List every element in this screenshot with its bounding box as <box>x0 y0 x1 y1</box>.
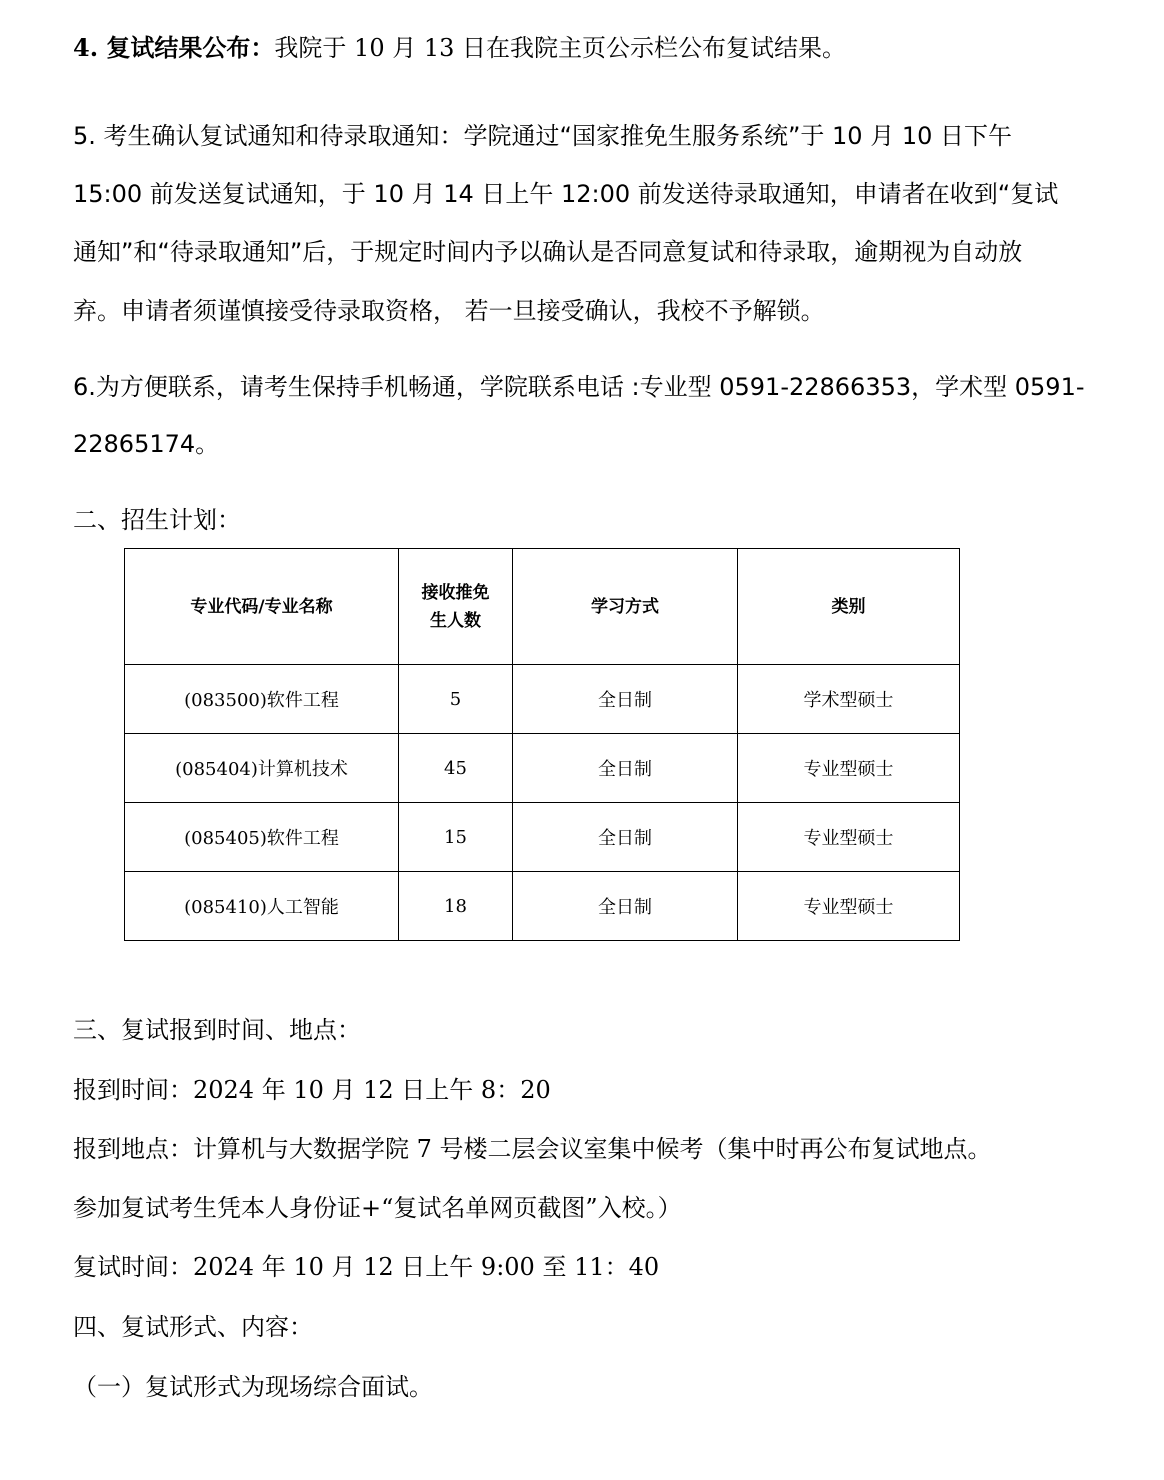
cell-mode: 全日制 <box>513 665 738 734</box>
cell-mode: 全日制 <box>513 734 738 803</box>
cell-major <box>125 734 399 803</box>
major-code: (085410) <box>184 897 267 918</box>
major-name: 软件工程 <box>266 828 339 849</box>
item-5-line-2: 15:00 前发送复试通知，于 10 月 14 日上午 12:00 前发送待录取通知，申请者在收到“复试 <box>73 180 1059 208</box>
cell-count: 5 <box>399 665 513 734</box>
cell-major <box>125 665 399 734</box>
table-row <box>125 665 960 734</box>
major-code: (085405) <box>184 828 267 849</box>
table-header-row <box>125 549 960 665</box>
report-place: 报到地点：计算机与大数据学院 7 号楼二层会议室集中候考（集中时再公布复试地点。 <box>73 1135 992 1163</box>
table-row <box>125 872 960 941</box>
cell-mode: 全日制 <box>513 872 738 941</box>
header-count-line-1: 接收推免 <box>421 582 490 603</box>
major-name: 人工智能 <box>266 897 339 918</box>
section-2-heading: 二、招生计划： <box>73 506 241 534</box>
cell-mode: 全日制 <box>513 803 738 872</box>
major-name: 计算机技术 <box>257 759 348 780</box>
item-4-label: 4. 复试结果公布： <box>73 33 275 62</box>
header-mode: 学习方式 <box>513 549 738 665</box>
cell-type: 专业型硕士 <box>738 803 960 872</box>
major-code: (085404) <box>175 759 258 780</box>
report-note: 参加复试考生凭本人身份证+“复试名单网页截图”入校。） <box>73 1194 682 1222</box>
cell-major <box>125 872 399 941</box>
cell-count: 45 <box>399 734 513 803</box>
item-4-text: 我院于 10 月 13 日在我院主页公示栏公布复试结果。 <box>274 34 847 62</box>
major-code: (083500) <box>184 690 267 711</box>
table-row <box>125 734 960 803</box>
header-count <box>399 549 513 665</box>
header-count-line-2: 生人数 <box>430 610 481 631</box>
item-5-line-3: 通知”和“待录取通知”后，于规定时间内予以确认是否同意复试和待录取，逾期视为自动放 <box>73 238 1023 266</box>
item-5-line-1: 5. 考生确认复试通知和待录取通知：学院通过“国家推免生服务系统”于 10 月 10 日下午 <box>73 122 1012 150</box>
item-4 <box>73 33 846 63</box>
header-major: 专业代码/专业名称 <box>125 549 399 665</box>
table-row <box>125 803 960 872</box>
header-type: 类别 <box>738 549 960 665</box>
cell-major <box>125 803 399 872</box>
section-3-heading: 三、复试报到时间、地点： <box>73 1016 361 1044</box>
item-6-line-2: 22865174。 <box>73 430 220 458</box>
major-name: 软件工程 <box>266 690 339 711</box>
cell-type: 学术型硕士 <box>738 665 960 734</box>
interview-time: 复试时间：2024 年 10 月 12 日上午 9:00 至 11：40 <box>73 1253 660 1281</box>
cell-count: 18 <box>399 872 513 941</box>
cell-type: 专业型硕士 <box>738 872 960 941</box>
report-time: 报到时间：2024 年 10 月 12 日上午 8：20 <box>73 1076 551 1104</box>
section-4-sub-1: （一）复试形式为现场综合面试。 <box>73 1373 433 1401</box>
cell-type: 专业型硕士 <box>738 734 960 803</box>
item-6-line-1: 6.为方便联系，请考生保持手机畅通，学院联系电话 :专业型 0591-22866353，学术型 0591- <box>73 373 1085 401</box>
cell-count: 15 <box>399 803 513 872</box>
item-5-line-4: 弃。申请者须谨慎接受待录取资格， 若一旦接受确认，我校不予解锁。 <box>73 297 825 325</box>
enrollment-plan-table <box>124 548 960 941</box>
section-4-heading: 四、复试形式、内容： <box>73 1313 313 1341</box>
